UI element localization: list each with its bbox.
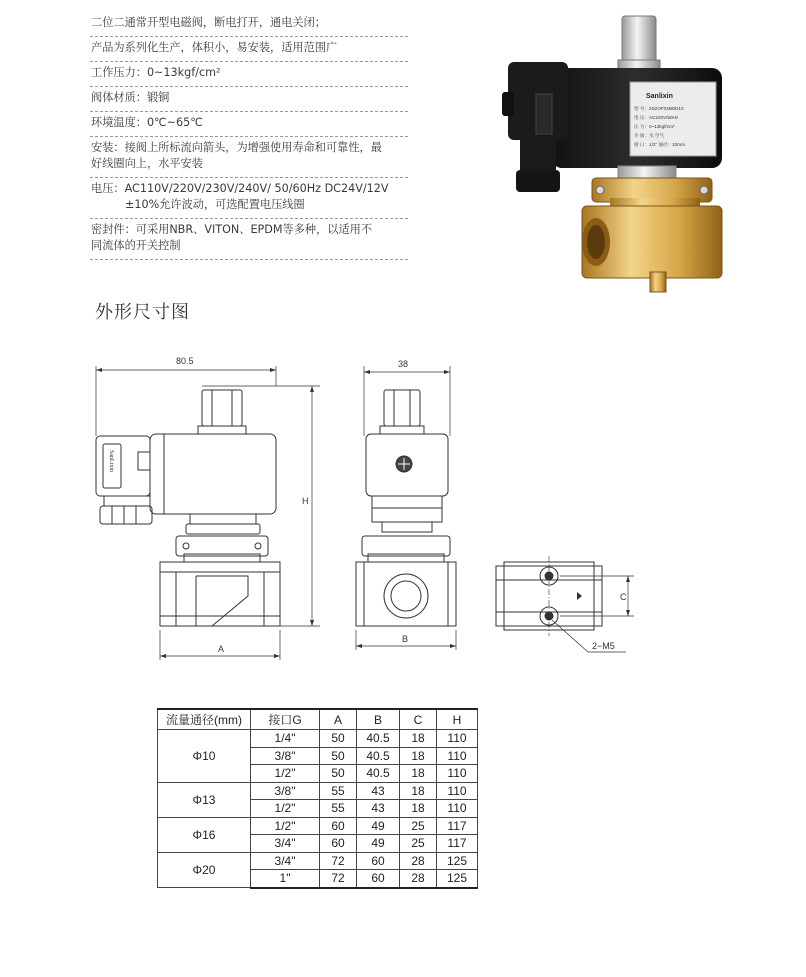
cell-c: 18 (400, 765, 437, 783)
cell-bore: Φ10 (158, 730, 251, 783)
cell-h: 110 (437, 800, 478, 818)
cell-a: 72 (320, 870, 357, 888)
dimension-drawing (0, 340, 806, 670)
spec-item: 阀体材质：锻铜 (90, 87, 408, 112)
section-title: 外形尺寸图 (95, 302, 190, 323)
cell-b: 43 (357, 782, 400, 800)
header-port: 接口G (251, 709, 320, 730)
spec-voltage (90, 178, 408, 219)
cell-c: 28 (400, 870, 437, 888)
cell-c: 28 (400, 852, 437, 870)
cell-h: 110 (437, 765, 478, 783)
spec-seal (90, 219, 408, 260)
table-row (158, 852, 478, 870)
dim-c: C (620, 592, 627, 602)
dim-width-front: 80.5 (176, 356, 194, 366)
spec-item: 产品为系列化生产，体积小，易安装，适用范围广 (90, 37, 408, 62)
spec-voltage-line-1: 电压：AC110V/220V/230V/240V/ 50/60Hz DC24V/12V (91, 182, 389, 195)
cell-bore: Φ16 (158, 817, 251, 852)
dim-width-side: 38 (398, 359, 409, 369)
header-h: H (437, 709, 478, 730)
cell-b: 49 (357, 817, 400, 835)
cell-h: 117 (437, 835, 478, 853)
cell-b: 40.5 (357, 730, 400, 748)
cell-c: 25 (400, 817, 437, 835)
cell-b: 40.5 (357, 765, 400, 783)
photo-plate-line: 介 质：水 空气 (634, 133, 665, 138)
cell-a: 50 (320, 765, 357, 783)
cell-port: 3/8" (251, 782, 320, 800)
dimension-table (157, 708, 478, 889)
spec-item: 工作压力：0~13kgf/cm² (90, 62, 408, 87)
spec-item: 二位二通常开型电磁阀，断电打开，通电关闭； (90, 12, 408, 37)
cell-h: 110 (437, 747, 478, 765)
screw-label: 2−M5 (592, 641, 615, 651)
cell-port: 3/8" (251, 747, 320, 765)
cell-a: 60 (320, 835, 357, 853)
spec-item: 环境温度：0℃~65℃ (90, 112, 408, 137)
cell-a: 50 (320, 730, 357, 748)
cell-a: 60 (320, 817, 357, 835)
cell-h: 110 (437, 730, 478, 748)
photo-plate-line: 接 口：1/2" 通径：10mm (634, 142, 685, 147)
cell-port: 3/4" (251, 835, 320, 853)
spec-voltage-line-2: ±10%允许波动，可选配置电压线圈 (125, 198, 305, 211)
cell-b: 40.5 (357, 747, 400, 765)
cell-c: 18 (400, 782, 437, 800)
side-view (356, 359, 456, 650)
header-bore: 流量通径(mm) (158, 709, 251, 730)
cell-bore: Φ13 (158, 782, 251, 817)
front-view (96, 356, 320, 660)
photo-plate-line: 压 力：0~13kgf/cm² (634, 124, 675, 129)
cell-c: 18 (400, 730, 437, 748)
cell-h: 125 (437, 852, 478, 870)
cell-a: 72 (320, 852, 357, 870)
cell-c: 18 (400, 747, 437, 765)
table-header-row (158, 709, 478, 730)
cell-b: 43 (357, 800, 400, 818)
spec-install-line-1: 安装：接阀上所标流向箭头，为增强使用寿命和可靠性，最 (91, 141, 382, 154)
spec-install (90, 137, 408, 178)
cell-port: 1" (251, 870, 320, 888)
cell-a: 55 (320, 782, 357, 800)
spec-list (90, 12, 408, 260)
header-b: B (357, 709, 400, 730)
cell-a: 55 (320, 800, 357, 818)
cell-h: 117 (437, 817, 478, 835)
table-body (158, 730, 478, 888)
cell-c: 25 (400, 835, 437, 853)
cell-b: 60 (357, 870, 400, 888)
cell-port: 1/2" (251, 765, 320, 783)
cell-b: 60 (357, 852, 400, 870)
table-row (158, 782, 478, 800)
table-row (158, 817, 478, 835)
photo-plate-line: 型 号：2S2OF03M0D10 (634, 106, 684, 111)
bottom-view (496, 556, 634, 652)
cell-port: 1/2" (251, 800, 320, 818)
header-a: A (320, 709, 357, 730)
photo-plate-line: 电 压：AC220V/50Hz (634, 115, 679, 120)
table-row (158, 730, 478, 748)
spec-seal-line-2: 同流体的开关控制 (91, 239, 181, 252)
cell-h: 110 (437, 782, 478, 800)
cell-port: 3/4" (251, 852, 320, 870)
cell-a: 50 (320, 747, 357, 765)
cell-port: 1/4" (251, 730, 320, 748)
header-c: C (400, 709, 437, 730)
dim-a: A (218, 644, 225, 654)
cell-b: 49 (357, 835, 400, 853)
spec-install-line-2: 好线圈向上，水平安装 (91, 157, 203, 170)
cell-port: 1/2" (251, 817, 320, 835)
cell-h: 125 (437, 870, 478, 888)
dim-b: B (402, 634, 409, 644)
cell-bore: Φ20 (158, 852, 251, 888)
photo-brand: Sanlixin (646, 93, 673, 100)
product-photo (500, 10, 730, 300)
coil-brand: SanLixin (108, 450, 114, 472)
cell-c: 18 (400, 800, 437, 818)
dim-h-front: H (302, 496, 309, 506)
spec-seal-line-1: 密封件：可采用NBR、VITON、EPDM等多种，以适用不 (91, 223, 373, 236)
